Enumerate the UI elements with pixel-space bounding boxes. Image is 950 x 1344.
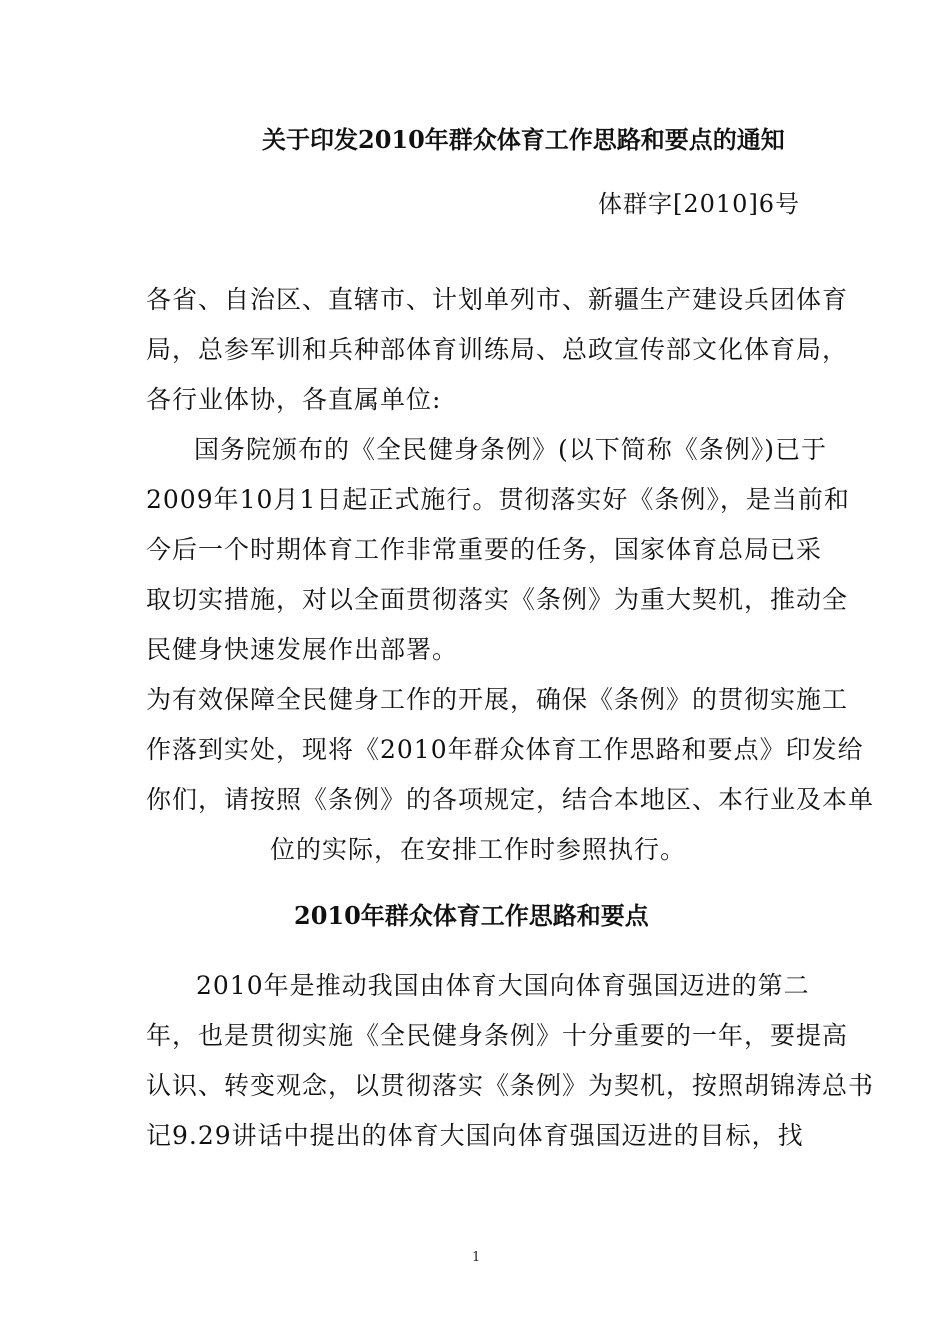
paragraph-line: 国务院颁布的《全民健身条例》(以下简称《条例》)已于	[194, 435, 828, 464]
paragraph-line: 年，也是贯彻实施《全民健身条例》十分重要的一年，要提高	[146, 1021, 849, 1050]
paragraph-line: 记9.29讲话中提出的体育大国向体育强国迈进的目标，找	[146, 1121, 804, 1150]
paragraph-line: 作落到实处，现将《2010年群众体育工作思路和要点》印发给	[146, 735, 864, 764]
paragraph-line: 认识、转变观念，以贯彻落实《条例》为契机，按照胡锦涛总书	[146, 1071, 875, 1100]
addressee-line: 局，总参军训和兵种部体育训练局、总政宣传部文化体育局，	[146, 335, 849, 364]
paragraph-line: 民健身快速发展作出部署。	[146, 635, 459, 664]
paragraph-line: 位的实际，在安排工作时参照执行。	[270, 835, 687, 864]
paragraph-line: 取切实措施，对以全面贯彻落实《条例》为重大契机，推动全	[146, 585, 849, 614]
paragraph-line: 你们，请按照《条例》的各项规定，结合本地区、本行业及本单	[146, 785, 875, 814]
paragraph-line: 2009年10月1日起正式施行。贯彻落实好《条例》，是当前和	[146, 485, 850, 514]
document-title: 关于印发2010年群众体育工作思路和要点的通知	[262, 125, 785, 154]
paragraph-line: 今后一个时期体育工作非常重要的任务，国家体育总局已采	[146, 535, 823, 564]
paragraph-line: 为有效保障全民健身工作的开展，确保《条例》的贯彻实施工	[146, 685, 849, 714]
paragraph-line: 2010年是推动我国由体育大国向体育强国迈进的第二	[196, 971, 810, 1000]
document-number: 体群字[2010]6号	[598, 190, 801, 218]
addressee-line: 各行业体协，各直属单位:	[146, 385, 442, 414]
page-number: 1	[472, 1250, 481, 1265]
section-title: 2010年群众体育工作思路和要点	[294, 901, 649, 930]
addressee-line: 各省、自治区、直辖市、计划单列市、新疆生产建设兵团体育	[146, 285, 849, 314]
